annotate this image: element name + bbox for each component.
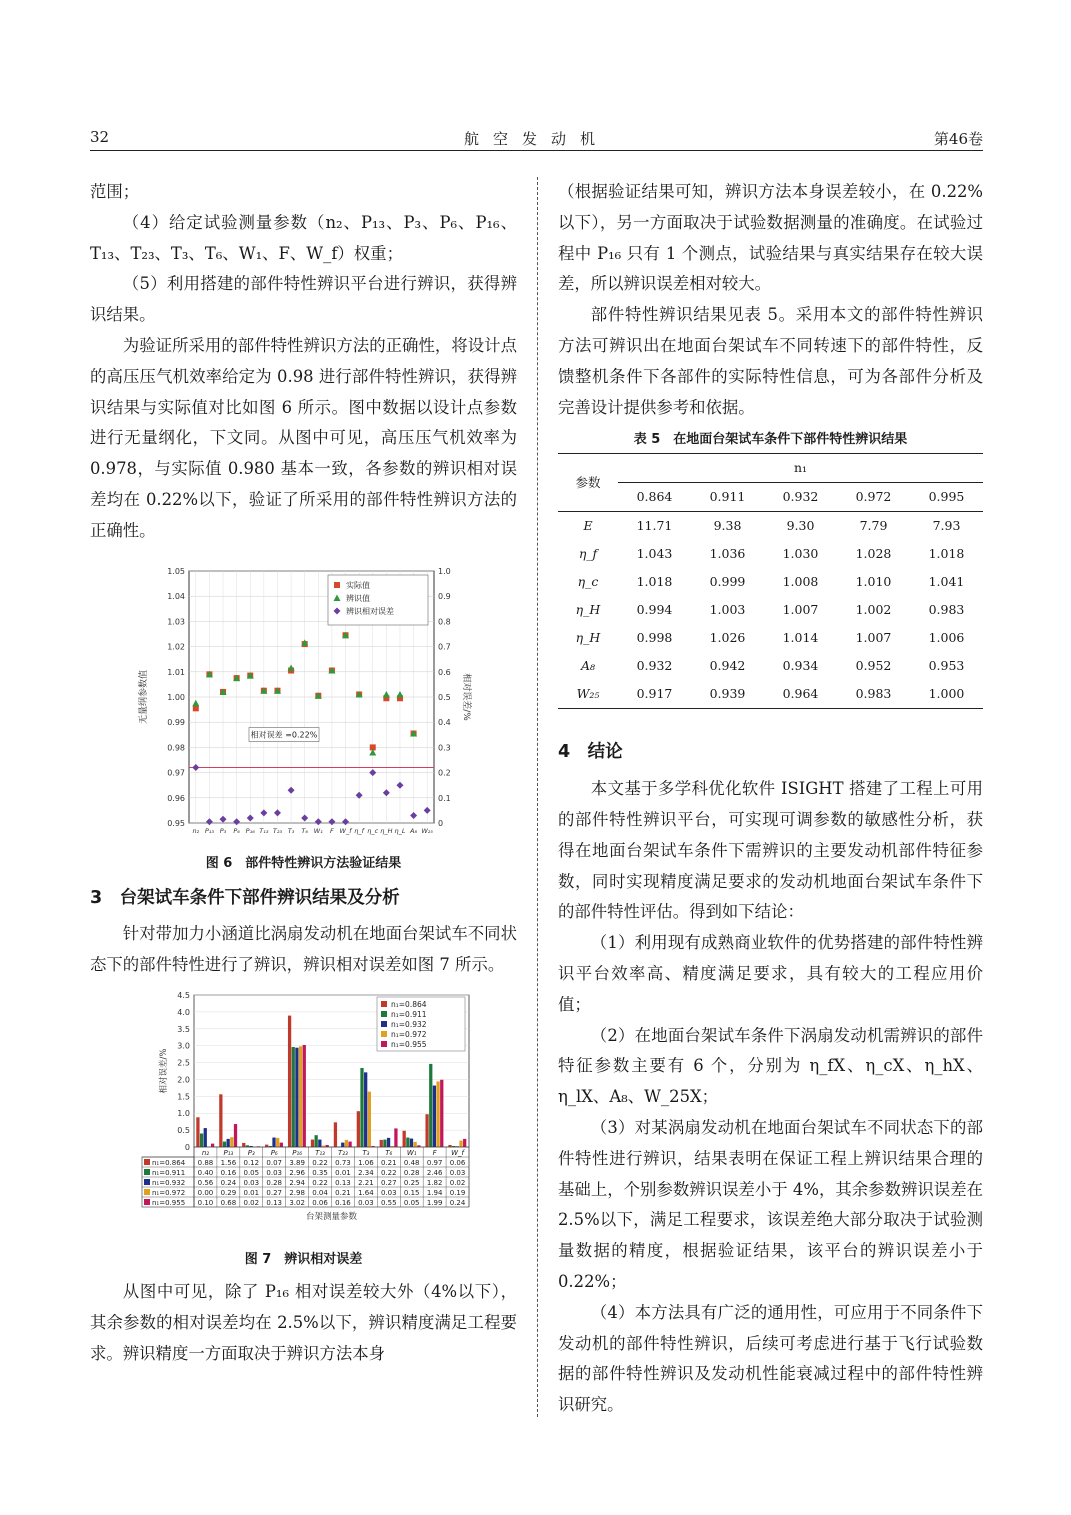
bar [222, 1142, 225, 1147]
data-label: 2.34 [357, 1168, 374, 1177]
table-cell: 1.043 [636, 546, 673, 562]
running-header [90, 128, 983, 151]
paragraph: 为验证所采用的部件特性辨识方法的正确性，将设计点的高压压气机效率给定为 0.98 进行部件特性辨识，获得辨识结果与实际值对比如图 6 所示。图中数据以设计点参数进行无量纲化，下文同。从图中可见，高压压气机效率为 0.978，与实际值 0.980 基本一致，各参数的辨识相对误差均在 0.22%以下，验证了所采用的部件特性辨识方法的正确性。 [90, 335, 517, 540]
data-label: 0.02 [449, 1178, 465, 1187]
bar [210, 1144, 213, 1147]
x-tick-label: η_c [366, 826, 378, 835]
y-axis-label: 无量纲参数值 [138, 669, 149, 724]
x-tick-label: T₃ [287, 826, 294, 835]
x-tick-label: P₃ [219, 826, 226, 835]
y2-tick-label: 0.8 [437, 616, 451, 626]
data-label: 0.24 [449, 1198, 465, 1207]
y-tick-label: 1.03 [166, 616, 185, 626]
table-cell: 0.999 [709, 574, 746, 590]
table-row-label: η_H [575, 602, 601, 618]
x-tick-label: P₁₃ [222, 1148, 233, 1157]
y-tick-label: 1.01 [166, 667, 185, 677]
table-cell: 1.041 [928, 574, 965, 590]
table-cell: 1.026 [709, 630, 746, 646]
table-row-label: η_f [578, 546, 598, 562]
y-tick-label: 0.98 [166, 742, 185, 752]
x-tick-label: W₂₅ [420, 826, 433, 835]
data-label: 0.29 [220, 1188, 236, 1197]
x-tick-label: P₆ [232, 826, 240, 835]
table-cell: 1.008 [782, 574, 819, 590]
bar [402, 1131, 405, 1147]
y-tick-label: 1.04 [166, 591, 185, 601]
legend-marker [381, 1041, 387, 1047]
bar [383, 1140, 386, 1147]
data-label: 0.04 [311, 1188, 328, 1197]
table-row-label: η_H [575, 630, 601, 646]
section-4-title: 4 结论 [558, 742, 623, 763]
figure-6-scatter-chart [134, 561, 474, 851]
y-tick-label: 2.5 [176, 1058, 190, 1068]
legend-marker [381, 1031, 387, 1037]
data-label: 0.27 [380, 1178, 397, 1187]
data-label: 2.96 [288, 1168, 305, 1177]
bar [394, 1128, 397, 1147]
paragraph: （4）本方法具有广泛的通用性，可应用于不同条件下发动机的部件特性辨识，后续可考虑进行基于飞行试验数据的部件特性辨识及发动机性能衰减过程中的部件特性辨识研究。 [558, 1302, 983, 1415]
y2-tick-label: 1.0 [437, 566, 451, 576]
table-row [558, 680, 983, 709]
y-tick-label: 1.0 [176, 1109, 190, 1119]
data-label: 0.73 [334, 1158, 351, 1167]
data-label: 1.94 [426, 1188, 442, 1197]
figure-7-bar-chart [134, 987, 474, 1247]
data-label: 0.03 [242, 1178, 259, 1187]
data-label: 2.98 [288, 1188, 305, 1197]
data-table-row-label: n₁=0.972 [151, 1188, 185, 1197]
table-row [558, 540, 983, 568]
x-tick-label: W_f [450, 1148, 464, 1157]
y2-axis-label: 相对误差/% [460, 672, 471, 721]
y-tick-label: 0.99 [166, 717, 185, 727]
data-label: 0.02 [242, 1198, 259, 1207]
paragraph: （1）利用现有成熟商业软件的优势搭建的部件特性辨识平台效率高、精度满足要求，具有较大的工程应用价值； [558, 933, 983, 1014]
y2-tick-label: 0.3 [437, 742, 451, 752]
table-cell: 0.998 [636, 630, 673, 646]
x-tick-label: P₁₃ [204, 826, 214, 835]
table-5 [558, 453, 983, 709]
bar [325, 1145, 328, 1147]
data-label: 1.99 [426, 1198, 442, 1207]
table-5-caption: 表 5 在地面台架试车条件下部件特性辨识结果 [633, 432, 908, 448]
bar [367, 1092, 370, 1147]
data-label: 0.03 [265, 1168, 282, 1177]
table-cell: 11.71 [636, 518, 673, 534]
bar [310, 1140, 313, 1147]
x-tick-label: η_L [393, 826, 405, 835]
bar [425, 1114, 428, 1147]
data-label: 0.22 [311, 1158, 328, 1167]
legend-label: n₁=0.911 [390, 1009, 427, 1019]
legend-marker [381, 1021, 387, 1027]
data-label: 2.46 [426, 1168, 442, 1177]
data-label: 0.48 [403, 1158, 420, 1167]
paragraph: 针对带加力小涵道比涡扇发动机在地面台架试车不同状态下的部件特性进行了辨识，辨识相对误差如图 7 所示。 [90, 924, 517, 975]
table-cell: 9.38 [713, 518, 742, 534]
y-tick-label: 0 [184, 1142, 190, 1152]
x-tick-label: P₁₆ [291, 1148, 302, 1157]
table-row-label: A₈ [580, 658, 596, 674]
table-cell: 1.007 [855, 630, 892, 646]
table-cell: 0.917 [636, 686, 673, 702]
data-table-row-label: n₁=0.955 [151, 1198, 185, 1207]
paragraph: （4）给定试验测量参数（n₂、P₁₃、P₃、P₆、P₁₆、T₁₃、T₂₃、T₃、T₆、W₁、F、W_f）权重； [90, 212, 517, 263]
data-label: 0.06 [311, 1198, 328, 1207]
x-axis-label: 台架测量参数 [305, 1211, 357, 1222]
y-tick-label: 3.5 [176, 1024, 190, 1034]
bar [463, 1139, 466, 1147]
y-tick-label: 4.5 [176, 990, 190, 1000]
paragraph: （3）对某涡扇发动机在地面台架试车不同状态下的部件特性进行辨识，结果表明在保证工程上辨识结果合理的基础上，个别参数辨识误差小于 4%，其余参数辨识误差在 2.5%以下，满足工程要求，该误差绝大部分取决于试验测量数据的精度，根据验证结果，该平台的辨识误差小于 0.22%； [558, 1117, 983, 1291]
bar [276, 1138, 279, 1147]
y2-tick-label: 0.4 [437, 717, 451, 727]
data-label: 2.21 [357, 1178, 374, 1187]
bar [364, 1072, 367, 1147]
legend-label: n₁=0.955 [390, 1039, 427, 1049]
table-cell: 9.30 [786, 518, 815, 534]
table-cell: 0.952 [855, 658, 892, 674]
y-tick-label: 0.97 [166, 768, 185, 778]
y-tick-label: 3.0 [176, 1041, 190, 1051]
bar [344, 1140, 347, 1147]
x-tick-label: W₁ [406, 1148, 417, 1157]
x-tick-label: W₁ [313, 826, 323, 835]
bar [440, 1080, 443, 1147]
table-cell: 0.964 [782, 686, 819, 702]
paragraph: 本文基于多学科优化软件 ISIGHT 搭建了工程上可用的部件特性辨识平台，可实现可调参数的敏感性分析，获得在地面台架试车条件下需辨识的主要发动机部件特征参数，同时实现精度满足要求的发动机地面台架试车条件下的部件特性评估。得到如下结论： [558, 779, 983, 922]
data-label: 0.35 [311, 1168, 328, 1177]
table-cell: 1.028 [855, 546, 892, 562]
data-table-row-label: n₁=0.864 [151, 1158, 185, 1167]
legend-label: 辨识相对误差 [345, 606, 394, 616]
data-label: 0.15 [403, 1188, 420, 1197]
bar [298, 1046, 301, 1147]
x-tick-label: T₆ [300, 826, 308, 835]
data-label: 0.05 [242, 1168, 259, 1177]
data-label: 0.56 [197, 1178, 213, 1187]
y-tick-label: 1.00 [166, 692, 185, 702]
legend-marker [144, 1179, 150, 1185]
table-row-label: E [583, 518, 593, 534]
data-label: 0.03 [449, 1168, 465, 1177]
paragraph: （5）利用搭建的部件特性辨识平台进行辨识，获得辨识结果。 [90, 274, 517, 325]
legend-marker [381, 1001, 387, 1007]
table-row [558, 596, 983, 624]
y-tick-label: 0.95 [166, 818, 185, 828]
paragraph: 范围； [90, 182, 140, 201]
bar [219, 1094, 222, 1147]
right-column [558, 177, 983, 1421]
bar [230, 1137, 233, 1147]
y-tick-label: 1.05 [166, 566, 185, 576]
table-header-param: 参数 [558, 454, 618, 512]
x-tick-label: F [329, 826, 334, 835]
data-label: 0.22 [380, 1168, 397, 1177]
x-tick-label: T₆ [384, 1148, 392, 1157]
x-tick-label: W_f [339, 826, 352, 835]
legend-box [328, 575, 428, 625]
y-tick-label: 1.02 [166, 642, 185, 652]
data-label: 0.03 [357, 1198, 374, 1207]
bar [436, 1081, 439, 1147]
table-cell: 0.983 [855, 686, 892, 702]
x-tick-label: T₁₃ [314, 1148, 325, 1157]
page-number: 32 [90, 128, 110, 146]
bar [348, 1142, 351, 1147]
table-cell: 1.036 [709, 546, 746, 562]
table-cell: 1.003 [709, 602, 746, 618]
bar [341, 1143, 344, 1147]
bar [459, 1141, 462, 1147]
data-label: 0.55 [380, 1198, 397, 1207]
x-tick-label: n₂ [191, 826, 199, 835]
x-tick-label: n₂ [201, 1148, 209, 1157]
legend-marker [144, 1169, 150, 1175]
y2-tick-label: 0.5 [437, 692, 451, 702]
x-tick-label: P₆ [270, 1148, 278, 1157]
table-col-header: 0.932 [782, 489, 819, 505]
table-cell: 1.018 [636, 574, 673, 590]
data-table-row-label: n₁=0.932 [151, 1178, 185, 1187]
data-label: 0.00 [197, 1188, 213, 1197]
x-tick-label: P₃ [247, 1148, 255, 1157]
bar [406, 1137, 409, 1146]
data-label: 3.89 [288, 1158, 305, 1167]
bar [429, 1064, 432, 1147]
volume-label: 第46卷 [933, 130, 983, 148]
table-cell: 0.994 [636, 602, 673, 618]
data-label: 0.12 [242, 1158, 259, 1167]
data-label: 0.22 [311, 1178, 328, 1187]
column-divider [537, 177, 538, 1417]
legend-marker [381, 1011, 387, 1017]
legend-label: n₁=0.864 [390, 999, 427, 1009]
x-tick-label: η_H [379, 826, 392, 835]
bar [432, 1085, 435, 1146]
y2-tick-label: 0.7 [437, 642, 451, 652]
bar [242, 1143, 245, 1147]
table-col-header: 0.864 [636, 489, 673, 505]
bar [386, 1138, 389, 1147]
legend-label: n₁=0.932 [390, 1019, 427, 1029]
data-label: 0.05 [403, 1198, 420, 1207]
data-label: 1.56 [220, 1158, 236, 1167]
y-tick-label: 1.5 [176, 1092, 190, 1102]
y2-tick-label: 0.6 [437, 667, 451, 677]
table-header-group: n₁ [618, 454, 983, 483]
data-table-row-label: n₁=0.911 [151, 1168, 185, 1177]
data-label: 2.94 [288, 1178, 305, 1187]
y2-tick-label: 0.2 [437, 768, 451, 778]
data-label: 0.97 [426, 1158, 442, 1167]
data-label: 0.21 [380, 1158, 397, 1167]
legend-marker [144, 1189, 150, 1195]
table-cell: 1.006 [928, 630, 965, 646]
table-row [558, 652, 983, 680]
legend-marker [334, 582, 340, 588]
table-cell: 0.934 [782, 658, 819, 674]
data-label: 0.16 [334, 1198, 351, 1207]
table-cell: 0.953 [928, 658, 965, 674]
bar [226, 1139, 229, 1147]
bar [360, 1068, 363, 1147]
y-tick-label: 0.96 [166, 793, 185, 803]
table-cell: 1.030 [782, 546, 819, 562]
table-cell: 7.79 [859, 518, 888, 534]
data-label: 0.10 [197, 1198, 213, 1207]
x-tick-label: T₃ [361, 1148, 369, 1157]
bar [279, 1143, 282, 1147]
paragraph: （2）在地面台架试车条件下涡扇发动机需辨识的部件特征参数主要有 6 个，分别为 η_fX、η_cX、η_hX、η_lX、A₈、W_25X； [558, 1025, 983, 1107]
legend-marker [144, 1199, 150, 1205]
bar [302, 1045, 305, 1147]
table-cell: 0.983 [928, 602, 965, 618]
y-tick-label: 0.5 [176, 1126, 190, 1136]
bar [265, 1145, 268, 1147]
y-tick-label: 2.0 [176, 1075, 190, 1085]
bar [196, 1117, 199, 1147]
data-label: 0.13 [334, 1178, 351, 1187]
data-label: 1.82 [426, 1178, 442, 1187]
figure-7-caption: 图 7 辨识相对误差 [244, 1251, 363, 1267]
table-row [558, 512, 983, 541]
paragraph: （根据验证结果可知，辨识方法本身误差较小，在 0.22%以下），另一方面取决于试验数据测量的准确度。在试验过程中 P₁₆ 只有 1 个测点，试验结果与真实结果存在较大误差，所以辨识误差相对较大。 [558, 182, 983, 294]
figure-6-caption: 图 6 部件特性辨识方法验证结果 [205, 855, 402, 871]
data-label: 0.24 [220, 1178, 236, 1187]
data-label: 0.16 [220, 1168, 236, 1177]
bar [287, 1016, 290, 1147]
bar [272, 1137, 275, 1146]
annotation-label: 相对误差 =0.22% [250, 730, 317, 740]
legend-marker [144, 1159, 150, 1165]
data-label: 0.27 [265, 1188, 282, 1197]
x-tick-label: P₁₆ [245, 826, 255, 835]
table-col-header: 0.995 [928, 489, 965, 505]
table-cell: 1.007 [782, 602, 819, 618]
journal-title: 航空发动机 [463, 130, 609, 148]
table-col-header: 0.911 [709, 489, 746, 505]
bar [295, 1048, 298, 1147]
data-label: 1.64 [357, 1188, 374, 1197]
bar [318, 1140, 321, 1147]
bar [356, 1111, 359, 1147]
x-tick-label: F [432, 1148, 437, 1157]
data-label: 0.07 [265, 1158, 282, 1167]
data-label: 1.06 [357, 1158, 374, 1167]
left-column [90, 177, 517, 1369]
data-label: 0.68 [220, 1198, 236, 1207]
bar [448, 1145, 451, 1147]
bar [333, 1122, 336, 1147]
x-tick-label: η_f [353, 826, 364, 835]
bar [413, 1142, 416, 1147]
data-label: 0.03 [380, 1188, 397, 1197]
table-row-label: W₂₅ [576, 686, 600, 702]
data-label: 0.88 [197, 1158, 213, 1167]
data-label: 0.28 [265, 1178, 282, 1187]
x-tick-label: A₈ [409, 826, 417, 835]
y2-tick-label: 0.1 [437, 793, 451, 803]
table-cell: 0.932 [636, 658, 673, 674]
table-row [558, 568, 983, 596]
legend-label: 辨识值 [345, 593, 370, 603]
table-row [558, 624, 983, 652]
data-label: 0.21 [334, 1188, 351, 1197]
data-label: 0.01 [242, 1188, 259, 1197]
table-cell: 7.93 [932, 518, 961, 534]
section-3-title: 3 台架试车条件下部件辨识结果及分析 [90, 887, 400, 908]
y-tick-label: 4.0 [176, 1007, 190, 1017]
table-cell: 1.000 [928, 686, 965, 702]
data-label: 0.28 [403, 1168, 420, 1177]
table-cell: 1.010 [855, 574, 892, 590]
y2-tick-label: 0.9 [437, 591, 451, 601]
table-col-header: 0.972 [855, 489, 892, 505]
legend-label: 实际值 [345, 580, 370, 590]
table-cell: 1.002 [855, 602, 892, 618]
y2-tick-label: 0 [437, 818, 443, 828]
data-label: 0.25 [403, 1178, 420, 1187]
y-axis-label: 相对误差/% [158, 1048, 169, 1094]
table-cell: 1.014 [782, 630, 819, 646]
bar [203, 1128, 206, 1147]
data-label: 0.01 [334, 1168, 351, 1177]
table-cell: 1.018 [928, 546, 965, 562]
table-cell: 0.942 [709, 658, 746, 674]
bar [199, 1133, 202, 1147]
x-tick-label: T₂₃ [337, 1148, 348, 1157]
legend-label: n₁=0.972 [390, 1029, 427, 1039]
data-label: 3.02 [288, 1198, 305, 1207]
table-cell: 0.939 [709, 686, 746, 702]
x-tick-label: T₂₃ [272, 826, 282, 835]
bar [409, 1139, 412, 1147]
bar [233, 1124, 236, 1147]
data-label: 0.40 [197, 1168, 213, 1177]
paragraph: 从图中可见，除了 P₁₆ 相对误差较大外（4%以下），其余参数的相对误差均在 2.5%以下，辨识精度满足工程要求。辨识精度一方面取决于辨识方法本身 [90, 1281, 517, 1363]
data-label: 0.19 [449, 1188, 465, 1197]
data-label: 0.13 [265, 1198, 282, 1207]
data-label: 0.06 [449, 1158, 465, 1167]
paragraph: 部件特性辨识结果见表 5。采用本文的部件特性辨识方法可辨识出在地面台架试车不同转速下的部件特性，反馈整机条件下各部件的实际特性信息，可为各部件分析及完善设计提供参考和依据。 [558, 305, 983, 417]
x-tick-label: T₁₃ [258, 826, 268, 835]
bar [379, 1140, 382, 1147]
bar [314, 1135, 317, 1147]
bar [291, 1047, 294, 1147]
table-row-label: η_c [577, 574, 599, 590]
